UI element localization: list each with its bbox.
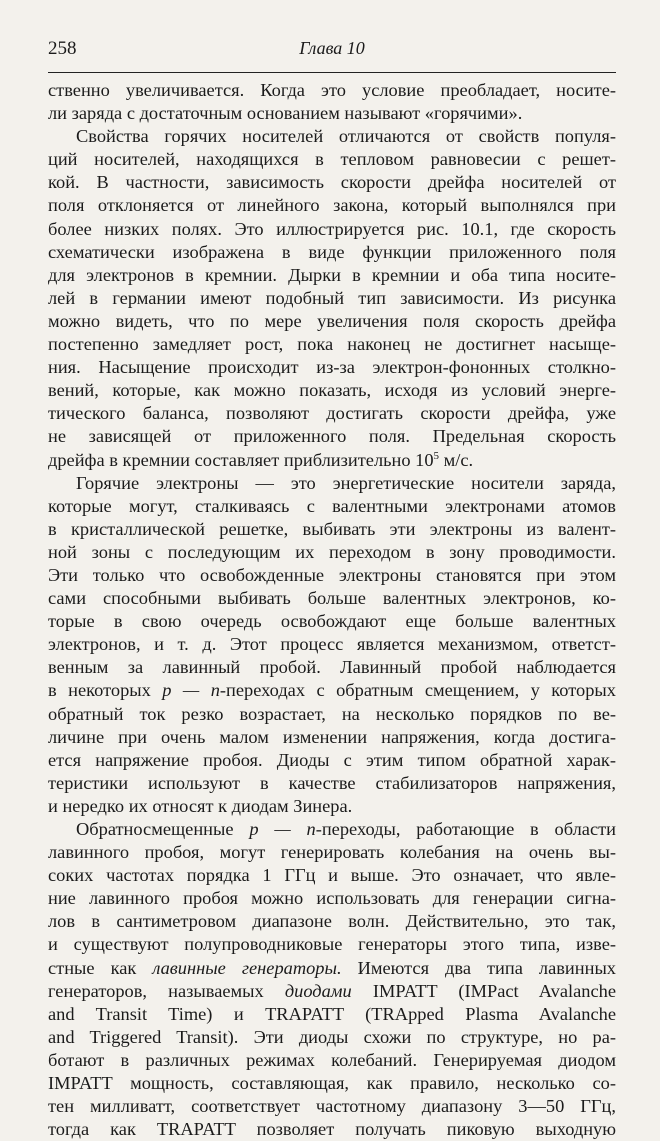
text-line: and Triggered Transit). Эти диоды схожи по структуре, но ра-	[48, 1026, 616, 1047]
text-line: лей в германии имеют подобный тип зависимости. Из рисунка	[48, 287, 616, 308]
text-line: ственно увеличивается. Когда это условие преобладает, носите-	[48, 80, 616, 100]
text-line: ние лавинного пробоя можно использовать для генерации сигна-	[48, 888, 616, 909]
text-line: обратный ток резко возрастает, на несколько порядков по ве-	[48, 703, 616, 724]
text-line: сами способными выбивать больше валентных электронов, ко-	[48, 588, 616, 609]
text-line: тического баланса, позволяют достигать скорости дрейфа, уже	[48, 403, 616, 424]
text-line: торые в свою очередь освобождают еще больше валентных	[48, 611, 616, 632]
text-line: для электронов в кремнии. Дырки в кремнии и оба типа носите-	[48, 264, 616, 285]
text-line: постепенно замедляет рост, пока наконец не достигнет насыще-	[48, 334, 616, 355]
text-line: ли заряда с достаточным основанием называют «горячими».	[48, 103, 523, 124]
text-line: Обратносмещенные p — n-переходы, работающие в области	[76, 819, 616, 839]
text-line: ния. Насыщение происходит из-за электрон-фононных столкно-	[48, 357, 616, 378]
text-line: в кристаллической решетке, выбивать эти электроны из валент-	[48, 518, 616, 539]
text-line: можно видеть, что по мере увеличения поля скорость дрейфа	[48, 310, 616, 331]
text-line: более низких полях. Это иллюстрируется рис. 10.1, где скорость	[48, 218, 616, 239]
text-line: IMPATT мощность, составляющая, как правило, несколько со-	[48, 1073, 616, 1094]
text-line: личине при очень малом изменении напряжения, когда достига-	[48, 726, 616, 747]
text-line: тен милливатт, соответствует частотному диапазону 3—50 ГГц,	[48, 1096, 616, 1117]
text-line: стные как лавинные генераторы. Имеются два типа лавинных	[48, 957, 616, 978]
body-text	[48, 79, 616, 1141]
header-rule	[48, 72, 616, 73]
text-line: кой. В частности, зависимость скорости дрейфа носителей от	[48, 172, 616, 193]
text-line: и существуют полупроводниковые генераторы этого типа, изве-	[48, 934, 616, 955]
page-header	[48, 38, 616, 66]
text-line: генераторов, называемых диодами IMPATT (IMPact Avalanche	[48, 980, 616, 1001]
text-line: венным за лавинный пробой. Лавинный пробой наблюдается	[48, 657, 616, 678]
text-line: поля отклоняется от линейного закона, который выполнялся при	[48, 195, 616, 216]
text-line: ций носителей, находящихся в тепловом равновесии с решет-	[48, 149, 616, 170]
text-line: Свойства горячих носителей отличаются от свойств популя-	[76, 126, 616, 147]
text-line: тогда как TRAPATT позволяет получать пиковую выходную	[48, 1119, 616, 1140]
chapter-title: Глава 10	[299, 38, 365, 58]
text-line: которые могут, сталкиваясь с валентными электронами атомов	[48, 495, 616, 516]
text-line: and Transit Time) и TRAPATT (TRApped Plasma Avalanche	[48, 1003, 616, 1024]
text-line: теристики используют в качестве стабилизаторов напряжения,	[48, 772, 616, 793]
text-line: ется напряжение пробоя. Диоды с этим типом обратной харак-	[48, 749, 616, 770]
text-line: не зависящей от приложенного поля. Предельная скорость	[48, 426, 616, 447]
text-line: схематически изображена в виде функции приложенного поля	[48, 241, 616, 262]
text-line: ной зоны с последующим их переходом в зону проводимости.	[48, 541, 616, 562]
text-line: лов в сантиметровом диапазоне волн. Действительно, это так,	[48, 911, 616, 932]
text-line: вений, которые, как можно показать, исходя из условий энерге-	[48, 380, 616, 401]
text-line: электронов, и т. д. Этот процесс является механизмом, ответст-	[48, 634, 616, 655]
text-line: ботают в различных режимах колебаний. Генерируемая диодом	[48, 1049, 616, 1070]
text-line: соких частотах порядка 1 ГГц и выше. Это означает, что явле-	[48, 865, 616, 886]
text-line: лавинного пробоя, могут генерировать колебания на очень вы-	[48, 842, 616, 863]
text-line: Горячие электроны — это энергетические носители заряда,	[76, 472, 616, 493]
text-line: Эти только что освобожденные электроны становятся при этом	[48, 564, 616, 585]
text-line: и нередко их относят к диодам Зинера.	[48, 795, 353, 816]
text-line: в некоторых p — n-переходах с обратным смещением, у которых	[48, 680, 616, 701]
page-number: 258	[48, 38, 77, 59]
text-line: дрейфа в кремнии составляет приблизительно $10^5$ м/с.	[48, 449, 474, 470]
